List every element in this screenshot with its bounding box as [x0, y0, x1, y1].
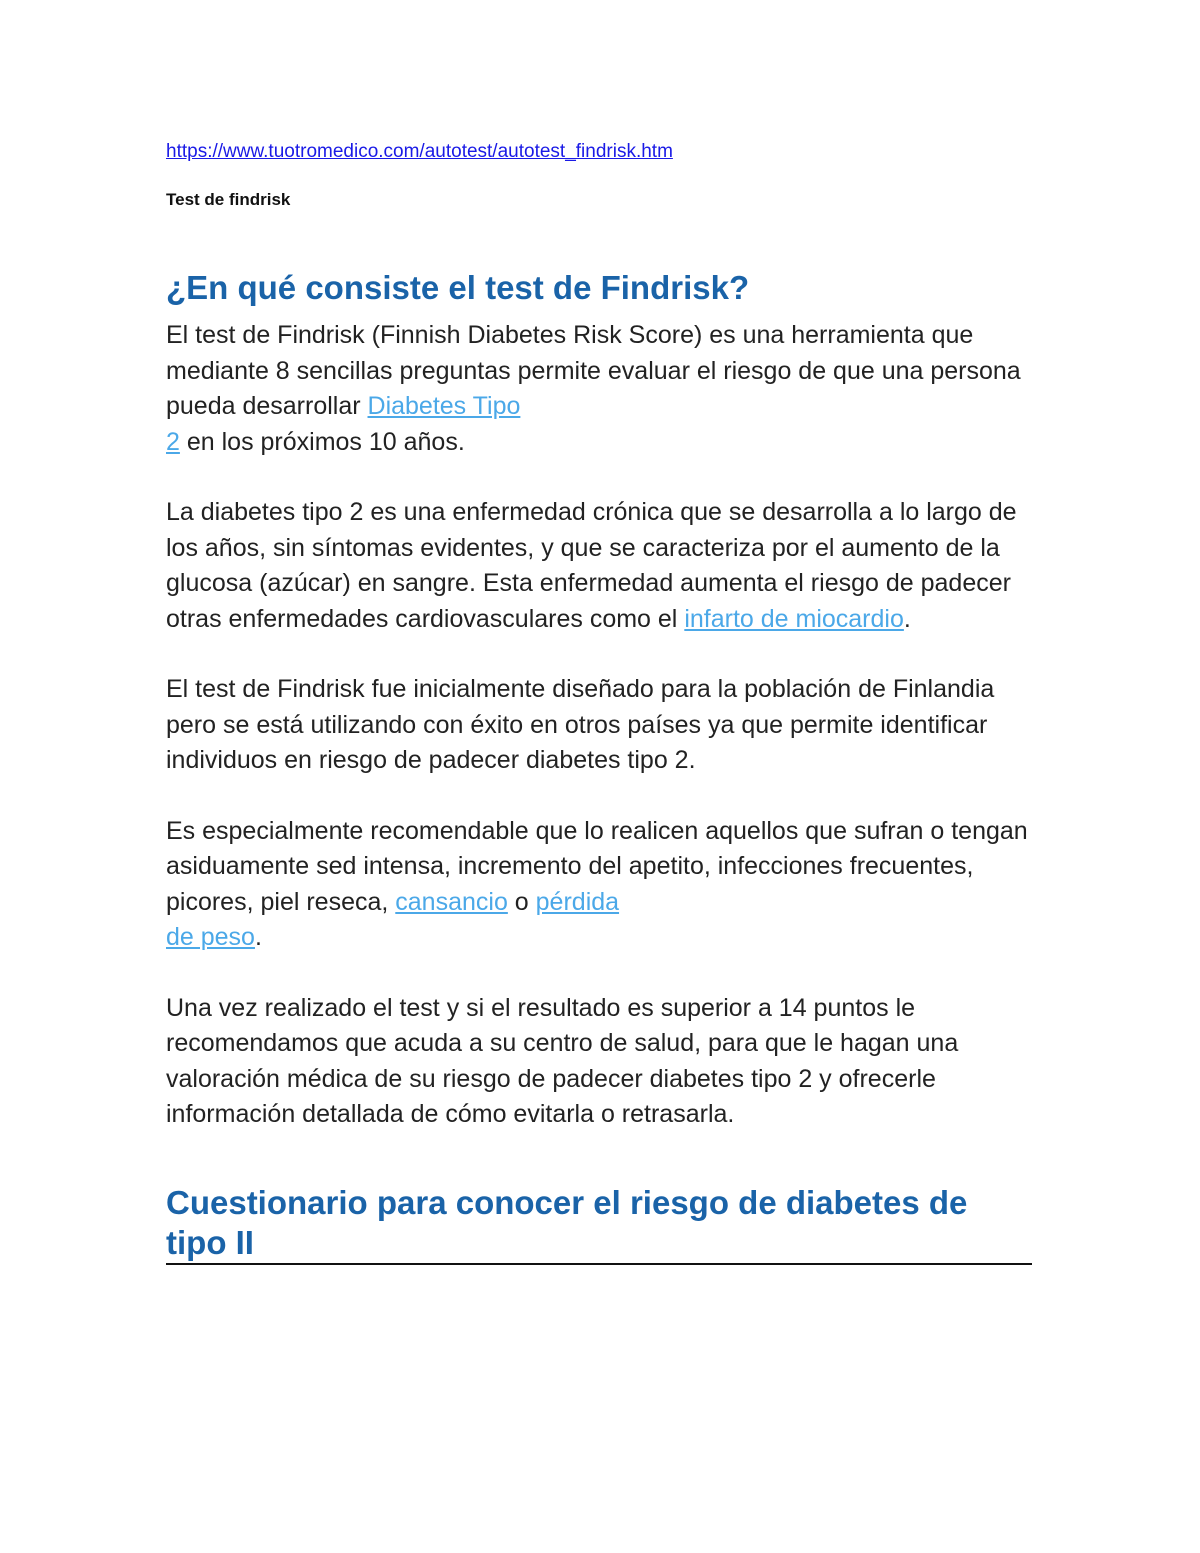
infarto-miocardio-link[interactable]: infarto de miocardio [684, 604, 904, 633]
paragraph-intro [166, 318, 1036, 460]
diabetes-tipo-2-link-part1: Diabetes Tipo [367, 392, 521, 420]
paragraph-finland-origin: El test de Findrisk fue inicialmente diseñado para la población de Finlandia pero se está utilizando con éxito en otros países ya que permite identificar individuos en riesgo de padecer diabetes tipo 2. [166, 675, 995, 774]
paragraph-intro-tail: en los próximos 10 años. [179, 427, 465, 456]
diabetes-tipo-2-link-part2: 2 [166, 427, 180, 456]
paragraph-intro-text: El test de Findrisk (Finnish Diabetes Risk Score) es una herramienta que mediante 8 sencillas preguntas permite evaluar el riesgo de que una persona pueda desarrollar [166, 321, 1021, 420]
document-content [166, 138, 1036, 1265]
section-heading-findrisk: ¿En qué consiste el test de Findrisk? [166, 269, 750, 306]
cansancio-link[interactable]: cansancio [395, 887, 508, 916]
section-heading-questionnaire: Cuestionario para conocer el riesgo de diabetes de tipo II [166, 1183, 1032, 1265]
perdida-de-peso-link-part2: de peso [166, 923, 255, 951]
paragraph-recommendation-connector: o [507, 887, 536, 916]
paragraph-diabetes-tail: . [903, 604, 911, 633]
paragraph-recommendation-text: Es especialmente recomendable que lo realicen aquellos que sufran o tengan asiduamente sed intensa, incremento del apetito, infecciones frecuentes, picores, piel reseca, [166, 816, 1028, 916]
perdida-de-peso-link-part1: pérdida [535, 887, 620, 916]
paragraph-recommendation [166, 814, 1036, 956]
paragraph-diabetes-description [166, 495, 1036, 637]
document-label: Test de findrisk [166, 190, 291, 209]
paragraph-result-advice: Una vez realizado el test y si el resultado es superior a 14 puntos le recomendamos que acuda a su centro de salud, para que le hagan una valoración médica de su riesgo de padecer diabetes tipo 2 y ofrecerle información detallada de cómo evitarla o retrasarla. [166, 993, 959, 1128]
paragraph-diabetes-text: La diabetes tipo 2 es una enfermedad crónica que se desarrolla a lo largo de los años, sin síntomas evidentes, y que se caracteriza por el aumento de la glucosa (azúcar) en sangre. Esta enfermedad aumenta el riesgo de padecer otras enfermedades cardiovasculares como el [166, 498, 1017, 633]
source-url-link[interactable]: https://www.tuotromedico.com/autotest/autotest_findrisk.htm [166, 141, 673, 162]
paragraph-recommendation-tail: . [254, 923, 262, 951]
